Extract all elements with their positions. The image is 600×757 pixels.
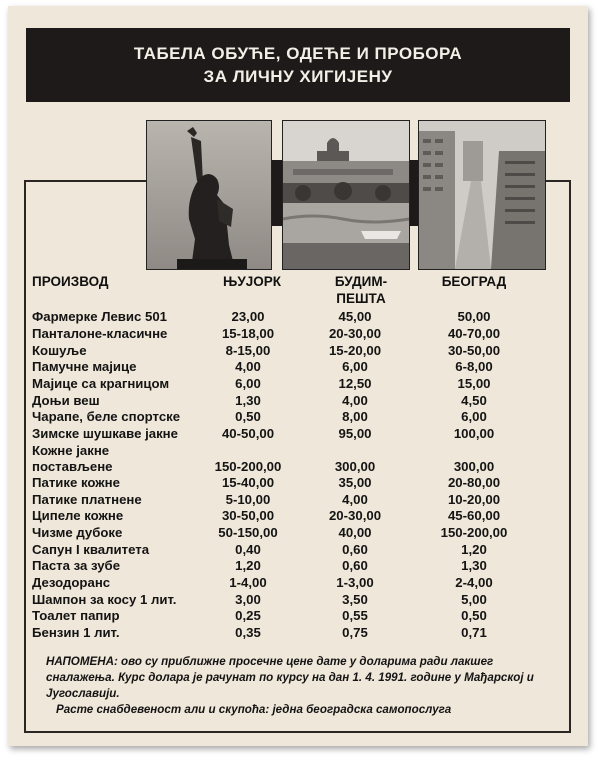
price-belgrade: 45-60,00 [447,508,501,524]
price-new-york: 5-10,00 [225,491,271,507]
price-new-york: 15-18,00 [221,326,275,342]
price-new-york: 8-15,00 [225,342,271,358]
price-new-york: 1,30 [235,392,261,408]
price-new-york: 0,25 [235,608,261,624]
photo-divider [272,160,282,226]
price-budapest: 6,00 [342,359,368,375]
table-row [32,608,524,625]
price-belgrade: 4,50 [461,392,487,408]
price-belgrade: 0,71 [461,625,487,641]
column-header-new-york: ЊУЈОРК [223,274,281,289]
price-budapest: 95,00 [338,426,372,442]
product-name: Паста за зубе [32,558,121,574]
price-new-york: 30-50,00 [221,508,275,524]
table-title [26,28,570,102]
price-budapest: 45,00 [338,309,372,325]
statue-of-liberty-photo [146,120,272,270]
product-name: Кошуље [32,342,87,358]
table-row [32,409,524,426]
table-row [32,392,524,409]
price-new-york: 23,00 [231,309,265,325]
column-header-budapest-line1: БУДИМ- [334,274,388,289]
table-row [32,376,524,393]
column-header-budapest-line2: ПЕШТА [336,291,386,306]
price-belgrade: 6-8,00 [455,359,493,375]
price-budapest: 12,50 [338,376,372,392]
price-budapest: 40,00 [338,524,372,540]
price-belgrade: 6,00 [461,409,487,425]
price-new-york: 1-4,00 [229,574,267,590]
product-name-line1: Кожне јакне [32,442,110,458]
product-name: Зимске шушкаве јакне [32,426,178,442]
price-belgrade: 20-80,00 [447,474,501,490]
product-name: Патике кожне [32,474,120,490]
table-row [32,558,524,575]
table-row [32,426,524,443]
price-table [32,309,524,641]
price-budapest: 1-3,00 [336,574,374,590]
note-text: НАПОМЕНА: ово су приближне просечне цене дате у доларима ради лакшег сналажења. Курс долара је рачунат по курсу на дан 1. 4. 1991. године у Мађарској и Југославији. [46,655,534,700]
price-belgrade: 5,00 [461,591,487,607]
note [46,654,554,718]
budapest-parliament-photo [282,120,410,270]
title-line-2: ЗА ЛИЧНУ ХИГИЈЕНУ [203,67,393,86]
price-budapest: 4,00 [342,491,368,507]
table-row [32,342,524,359]
table-row [32,475,524,492]
table-row [32,625,524,642]
product-name: Шампон за косу 1 лит. [32,591,177,607]
price-belgrade: 2-4,00 [455,574,493,590]
product-name: Тоалет папир [32,608,120,624]
price-belgrade: 15,00 [457,376,491,392]
table-row [32,541,524,558]
price-belgrade: 100,00 [453,426,495,442]
product-name [32,443,210,475]
price-budapest: 8,00 [342,409,368,425]
product-name: Фармерке Левис 501 [32,309,168,325]
price-belgrade: 30-50,00 [447,342,501,358]
price-belgrade: 300,00 [453,458,495,474]
table-row [32,309,524,326]
price-new-york: 0,50 [235,409,261,425]
price-new-york: 15-40,00 [221,474,275,490]
product-name: Ципеле кожне [32,508,124,524]
price-new-york: 50-150,00 [218,524,278,540]
table-row [32,491,524,508]
photo-caption: Расте снабдевеност али и скупоћа: једна београдска самопослуга [56,703,452,716]
price-budapest: 0,55 [342,608,368,624]
column-header-budapest [292,273,430,307]
price-budapest: 35,00 [338,474,372,490]
product-name: Панталоне-класичне [32,326,168,342]
price-budapest: 300,00 [334,458,376,474]
table-row [32,508,524,525]
price-belgrade: 10-20,00 [447,491,501,507]
price-belgrade: 50,00 [457,309,491,325]
product-name: Дезодоранс [32,574,111,590]
price-new-york: 3,00 [235,591,261,607]
column-header-product: ПРОИЗВОД [32,274,109,289]
product-name: Сапун I квалитета [32,541,150,557]
product-name: Патике платнене [32,491,142,507]
table-row [32,359,524,376]
price-budapest: 0,60 [342,541,368,557]
table-row [32,591,524,608]
price-new-york: 1,20 [235,558,261,574]
product-name: Памучне мајице [32,359,137,375]
price-belgrade: 40-70,00 [447,326,501,342]
column-header-belgrade: БЕОГРАД [441,274,507,289]
product-name: Бензин 1 лит. [32,625,120,641]
price-new-york: 40-50,00 [221,426,275,442]
product-name: Чизме дубоке [32,524,123,540]
price-budapest: 20-30,00 [328,508,382,524]
product-name: Чарапе, беле спортске [32,409,181,425]
price-budapest: 20-30,00 [328,326,382,342]
price-new-york: 150-200,00 [214,458,282,474]
price-budapest: 3,50 [342,591,368,607]
table-row [32,443,524,475]
price-belgrade: 1,20 [461,541,487,557]
price-budapest: 0,60 [342,558,368,574]
price-new-york: 4,00 [235,359,261,375]
table-row [32,525,524,542]
table-row [32,326,524,343]
price-new-york: 0,35 [235,625,261,641]
price-budapest: 15-20,00 [328,342,382,358]
product-name: Мајице са крагницом [32,376,170,392]
title-line-1: ТАБЕЛА ОБУЋЕ, ОДЕЋЕ И ПРОБОРА [133,44,463,63]
product-name-line2: постављене [32,458,113,474]
belgrade-city-photo [418,120,546,270]
price-belgrade: 0,50 [461,608,487,624]
price-belgrade: 1,30 [461,558,487,574]
price-new-york: 6,00 [235,376,261,392]
product-name: Доњи веш [32,392,100,408]
price-new-york: 0,40 [235,541,261,557]
price-belgrade: 150-200,00 [440,524,508,540]
price-budapest: 0,75 [342,625,368,641]
price-budapest: 4,00 [342,392,368,408]
table-row [32,575,524,592]
